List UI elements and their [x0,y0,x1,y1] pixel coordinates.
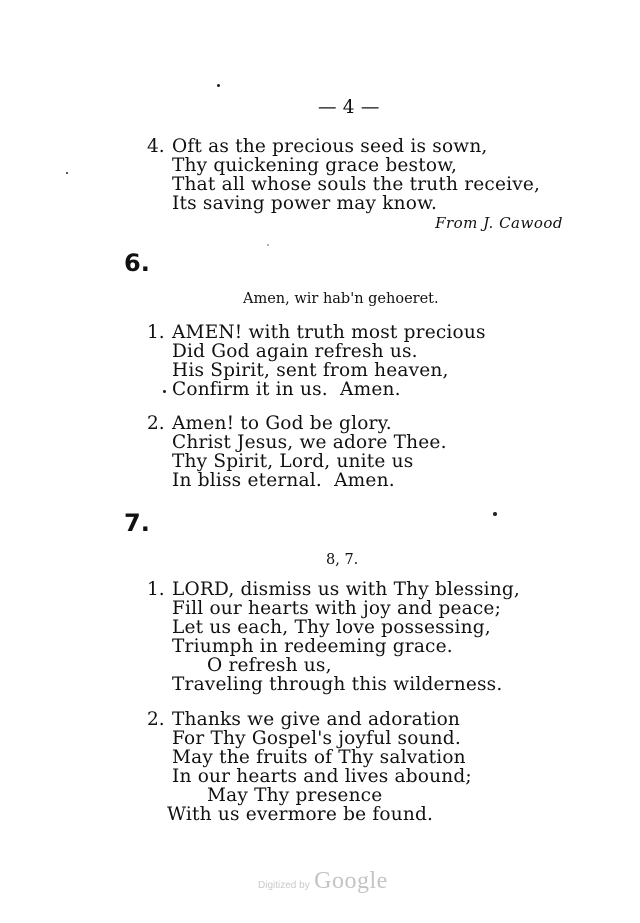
verse-line: For Thy Gospel's joyful sound. [172,728,461,749]
verse-line: Thy Spirit, Lord, unite us [172,451,414,472]
scan-speck [217,84,220,87]
verse-line: LORD, dismiss us with Thy blessing, [172,579,521,600]
verse-number: 1. [147,322,165,343]
scan-speck [66,172,68,174]
verse-number: 2. [147,709,165,730]
verse-line: AMEN! with truth most precious [172,322,486,343]
digitized-by-label: Digitized by [258,880,310,891]
verse-line: In bliss eternal. Amen. [172,470,395,491]
verse-line: Let us each, Thy love possessing, [172,617,491,638]
verse-line: With us evermore be found. [167,804,434,825]
verse-line: In our hearts and lives abound; [172,766,472,787]
scan-speck [267,244,269,246]
verse-line: Oft as the precious seed is sown, [172,136,488,157]
verse-line: Did God again refresh us. [172,341,418,362]
verse-line: That all whose souls the truth receive, [172,174,541,195]
verse-line: Traveling through this wilderness. [172,674,503,695]
verse-line: May the fruits of Thy salvation [172,747,466,768]
google-logo: Google [314,868,388,894]
page-number: — 4 — [318,97,380,118]
hymn-number: 7. [124,509,150,537]
verse-line: Fill our hearts with joy and peace; [172,598,502,619]
verse-line-indented: May Thy presence [207,785,383,806]
hymn-attribution: From J. Cawood [435,214,563,232]
scan-speck [493,512,497,516]
verse-line: Triumph in redeeming grace. [172,636,453,657]
verse-line: Christ Jesus, we adore Thee. [172,432,447,453]
verse-number: 4. [147,136,165,157]
verse-line: Its saving power may know. [172,193,438,214]
digitized-by-watermark [258,868,388,895]
verse-line: Confirm it in us. Amen. [172,379,401,400]
verse-number: 2. [147,413,165,434]
scan-speck [163,390,166,393]
verse-line: Thy quickening grace bestow, [172,155,458,176]
verse-line: Thanks we give and adoration [172,709,461,730]
hymn-meter: 8, 7. [326,552,359,568]
verse-line-indented: O refresh us, [207,655,332,676]
verse-line: His Spirit, sent from heaven, [172,360,449,381]
verse-line: Amen! to God be glory. [172,413,392,434]
hymn-subtitle: Amen, wir hab'n gehoeret. [243,291,439,307]
hymn-number: 6. [124,249,150,277]
verse-number: 1. [147,579,165,600]
